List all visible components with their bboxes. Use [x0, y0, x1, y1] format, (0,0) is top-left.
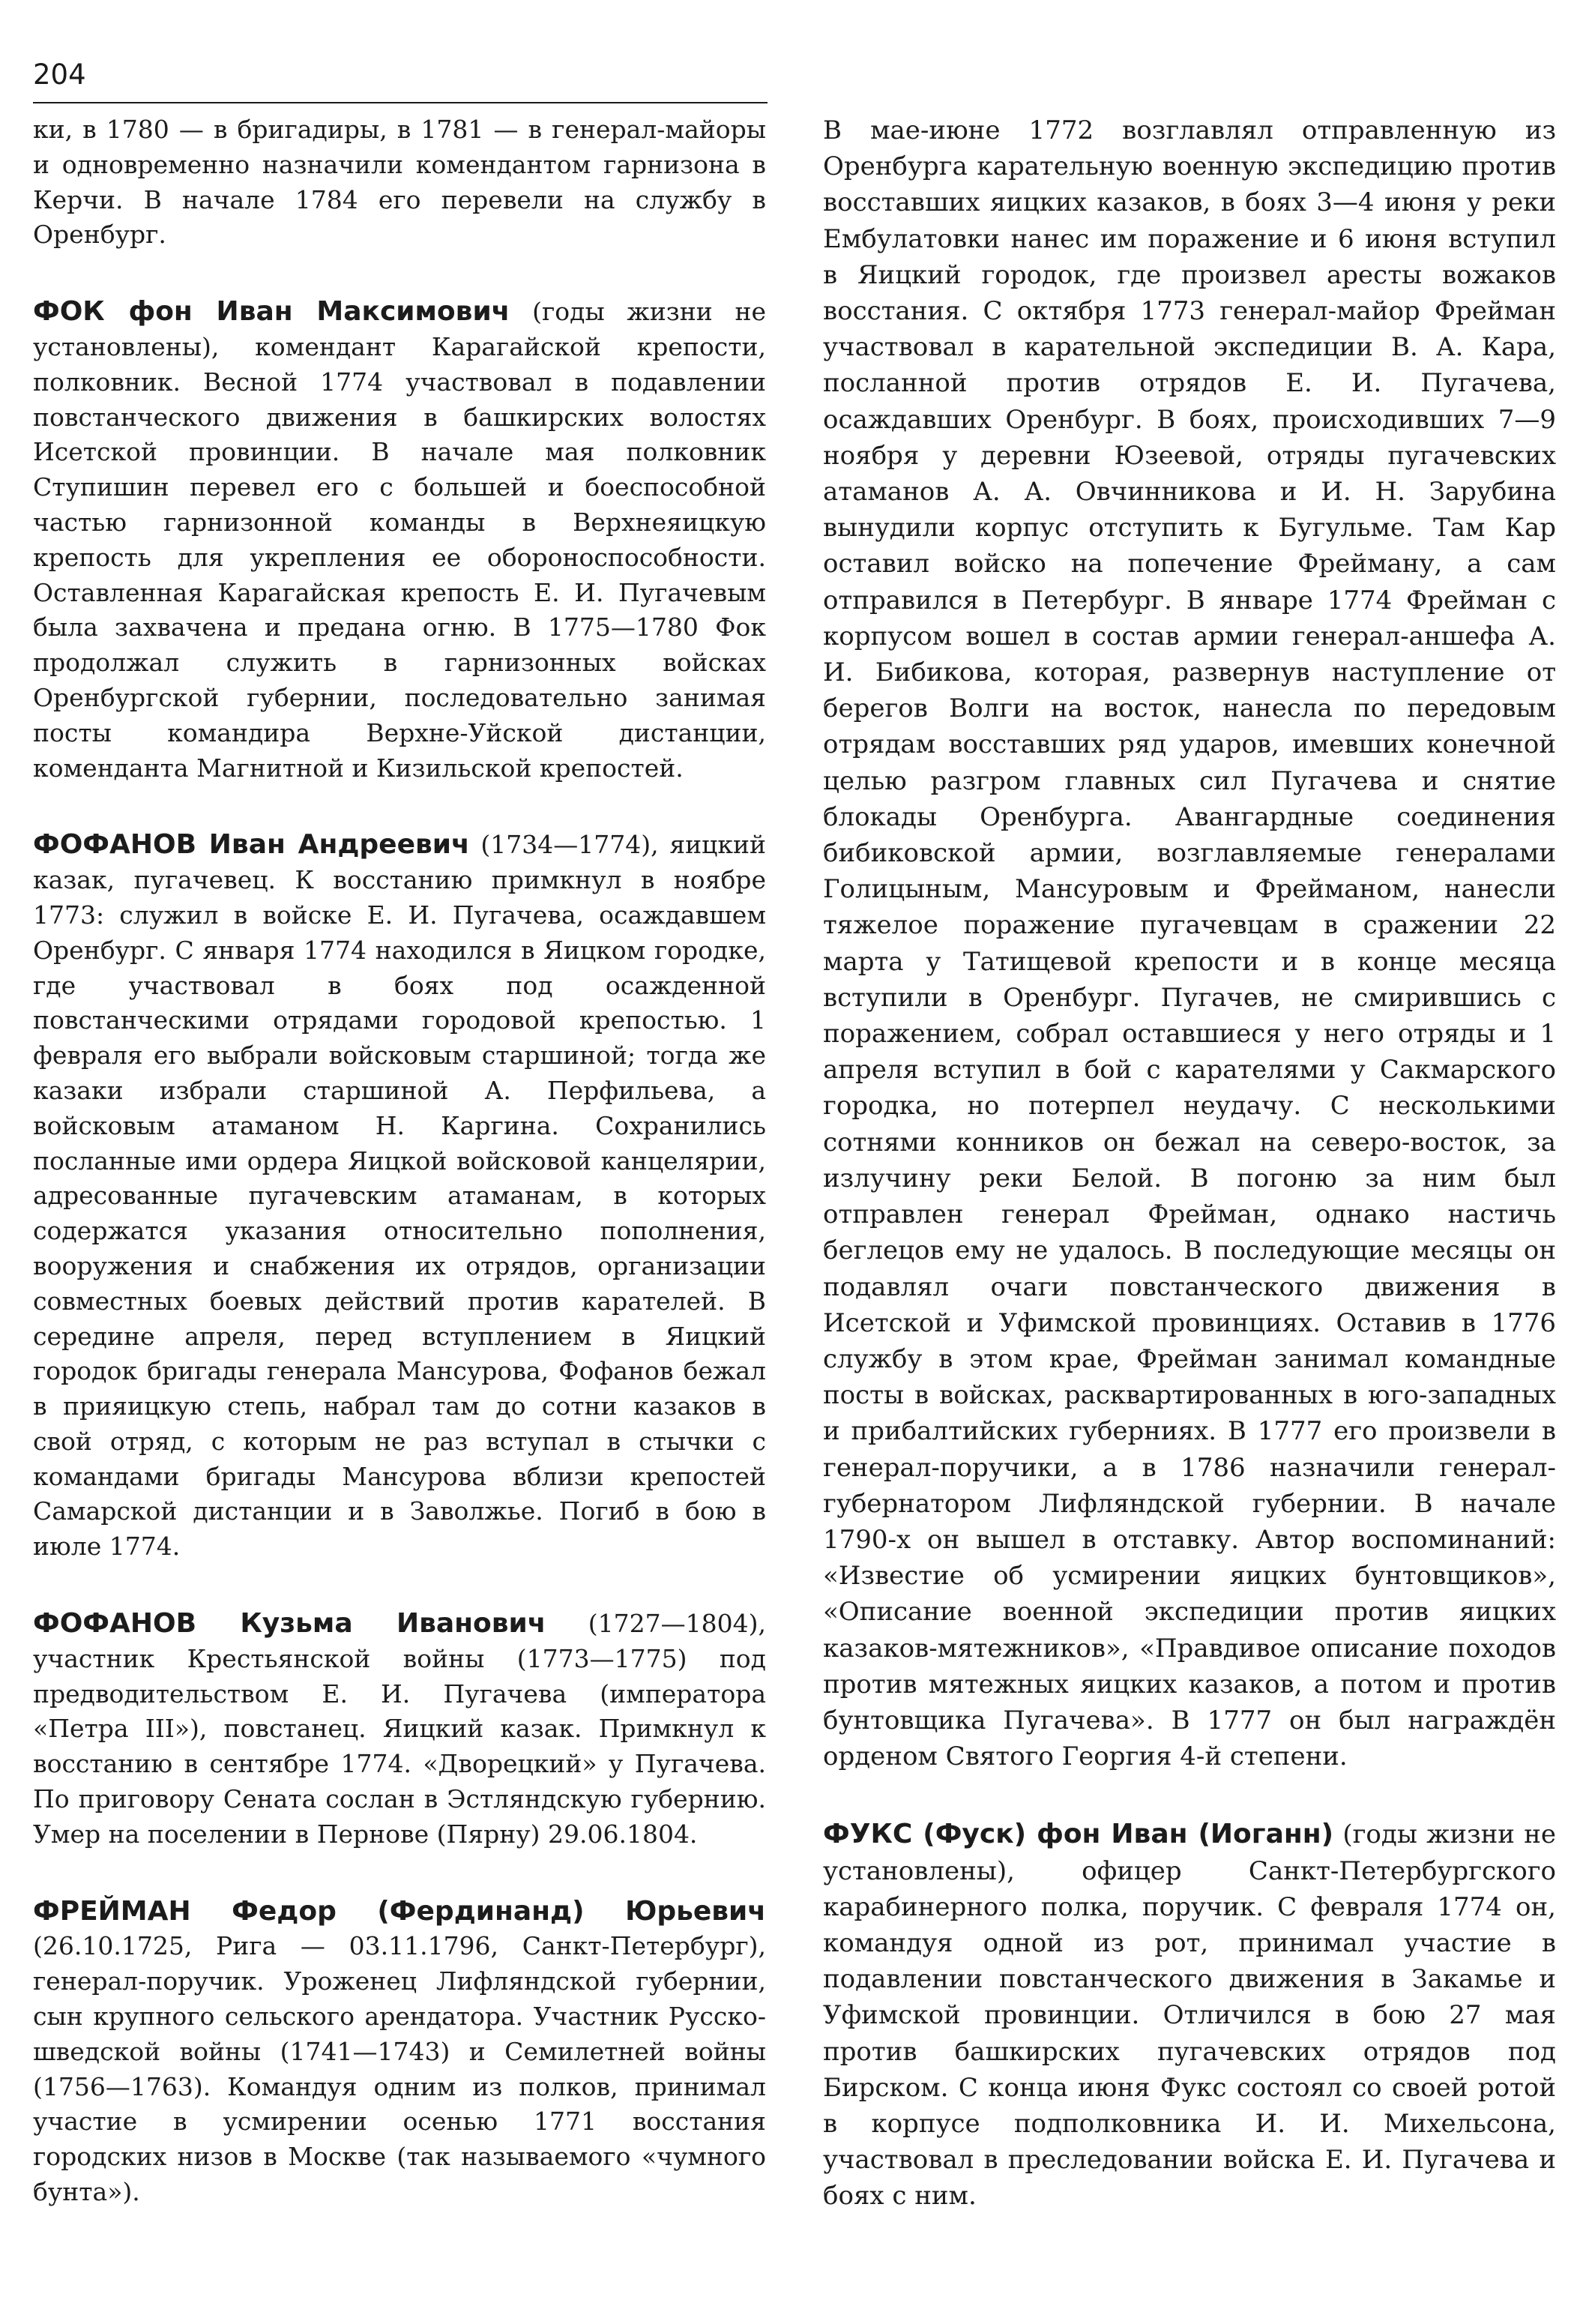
entry-continuation	[33, 112, 766, 253]
entry-text: (1734—1774), яицкий казак, пугачевец. К восстанию примкнул в ноябре 1773: служил в войске Е. И. Пугачева, осаждавшем Оренбург. С января 1774 находился в Яицком городке, где участвовал в боях под осажденной повстанческими отрядами городовой крепостью. 1 февраля его выбрали войсковым старшиной; тогда же казаки избрали старшиной А. Перфильева, а войсковым атаманом Н. Каргина. Сохранились посланные ими ордера Яицкой войсковой канцелярии, адресованные пугачевским атаманам, в которых содержатся указания относительно пополнения, вооружения и снабжения их отрядов, организации совместных боевых действий против карателей. В середине апреля, перед вступлением в Яицкий городок бригады генерала Мансурова, Фофанов бежал в прияицкую степь, набрал там до сотни казаков в свой отряд, с которым не раз вступал в стычки с командами бригады Мансурова вблизи крепостей Самарской дистанции и в Заволжье. Погиб в бою в июле 1774.	[33, 830, 766, 1562]
right-column	[823, 112, 1556, 2257]
entry-text: (26.10.1725, Рига — 03.11.1796, Санкт-Петербург), генерал-поручик. Уроженец Лифляндской губернии, сын крупного сельского арендатора. Участник Русско-шведской войны (1741—1743) и Семилетней войны (1756—1763). Командуя одним из полков, принимал участие в усмирении осенью 1771 восстания городских низов в Москве (так называемого «чумного бунта»).	[33, 1931, 766, 2207]
entry-headword: ФРЕЙМАН Федор (Фердинанд) Юрьевич	[33, 1895, 766, 1927]
entry-paragraph	[823, 1816, 1556, 2214]
entry-text: (годы жизни не установлены), комендант Карагайской крепости, полковник. Весной 1774 участвовал в подавлении повстанческого движения в башкирских волостях Исетской провинции. В начале мая полковник Ступишин перевел его с большей и боеспособной частью гарнизонной команды в Верхнеяицкую крепость для укрепления ее обороноспособности. Оставленная Карагайская крепость Е. И. Пугачевым была захвачена и предана огню. В 1775—1780 Фок продолжал служить в гарнизонных войсках Оренбургской губернии, последовательно занимая посты командира Верхне-Уйской дистанции, коменданта Магнитной и Кизильской крепостей.	[33, 297, 766, 783]
left-column	[33, 112, 766, 2252]
entry-paragraph	[823, 112, 1556, 1774]
entry-fuks	[823, 1816, 1556, 2214]
entry-freyman-continuation	[823, 112, 1556, 1774]
entry-text: ки, в 1780 — в бригадиры, в 1781 — в генерал-майоры и одновременно назначили комендантом гарнизона в Керчи. В начале 1784 его перевели на службу в Оренбург.	[33, 115, 766, 250]
page-number: 204	[33, 58, 86, 91]
entry-paragraph	[33, 295, 766, 786]
entry-text: В мае-июне 1772 возглавлял отправленную из Оренбурга карательную военную экспедицию против восставших яицких казаков, в боях 3—4 июня у реки Ембулатовки нанес им поражение и 6 июня вступил в Яицкий городок, где произвел аресты вожаков восстания. С октября 1773 генерал-майор Фрейман участвовал в карательной экспедиции В. А. Кара, посланной против отрядов Е. И. Пугачева, осаждавших Оренбург. В боях, происходивших 7—9 ноября у деревни Юзеевой, отряды пугачевских атаманов А. А. Овчинникова и И. Н. Зарубина вынудили корпус отступить к Бугульме. Там Кар оставил войско на попечение Фрейману, а сам отправился в Петербург. В январе 1774 Фрейман с корпусом вошел в состав армии генерал-аншефа А. И. Бибикова, которая, развернув наступление от берегов Волги на восток, нанесла по передовым отрядам восставших ряд ударов, имевших конечной целью разгром главных сил Пугачева и снятие блокады Оренбурга. Авангардные соединения бибиковской армии, возглавляемые генералами Голицыным, Мансуровым и Фрейманом, нанесли тяжелое поражение пугачевцам в сражении 22 марта у Татищевой крепости и в конце месяца вступили в Оренбург. Пугачев, не смирившись с поражением, собрал оставшиеся у него отряды и 1 апреля вступил в бой с карателями у Сакмарского городка, но потерпел неудачу. С несколькими сотнями конников он бежал на северо-восток, за излучину реки Белой. В погоню за ним был отправлен генерал Фрейман, однако настичь беглецов ему не удалось. В последующие месяцы он подавлял очаги повстанческого движения в Исетской и Уфимской провинциях. Оставив в 1776 службу в этом крае, Фрейман занимал командные посты в войсках, расквартированных в юго-западных и прибалтийских губерниях. В 1777 его произвели в генерал-поручики, а в 1786 назначили генерал-губернатором Лифляндской губернии. В начале 1790-х он вышел в отставку. Автор воспоминаний: «Известие об усмирении яицких бунтовщиков», «Описание военной экспедиции против яицких казаков-мятежников», «Правдивое описание походов против мятежных яицких казаков, а потом и против бунтовщика Пугачева». В 1777 он был награждён орденом Святого Георгия 4-й степени.	[823, 115, 1556, 1772]
entry-freyman	[33, 1894, 766, 2210]
entry-fofanov-ivan	[33, 828, 766, 1565]
entry-text: (1727—1804), участник Крестьянской войны (1773—1775) под предводительством Е. И. Пугачева (императора «Петра III»), повстанец. Яицкий казак. Примкнул к восстанию в сентябре 1774. «Дворецкий» у Пугачева. По приговору Сената сослан в Эстляндскую губернию. Умер на поселении в Пернове (Пярну) 29.06.1804.	[33, 1609, 766, 1849]
entry-headword: ФОК фон Иван Максимович	[33, 296, 510, 328]
entry-fofanov-kuzma	[33, 1607, 766, 1852]
entry-text: (годы жизни не установлены), офицер Санкт-Петербургского карабинерного полка, поручик. С февраля 1774 он, командуя одной из рот, принимал участие в подавлении повстанческого движения в Закамье и Уфимской провинции. Отличился в бою 27 мая против башкирских пугачевских отрядов под Бирском. С конца июня Фукс состоял со своей ротой в корпусе подполковника И. И. Михельсона, участвовал в преследовании войска Е. И. Пугачева и боях с ним.	[823, 1819, 1556, 2212]
entry-fok	[33, 295, 766, 786]
entry-paragraph	[33, 1607, 766, 1852]
entry-paragraph	[33, 828, 766, 1565]
entry-headword: ФОФАНОВ Кузьма Иванович	[33, 1608, 546, 1640]
entry-headword: ФОФАНОВ Иван Андреевич	[33, 829, 470, 861]
header-rule	[33, 102, 768, 103]
entry-paragraph	[33, 112, 766, 253]
entry-paragraph	[33, 1894, 766, 2210]
entry-headword: ФУКС (Фуск) фон Иван (Иоганн)	[823, 1819, 1334, 1850]
